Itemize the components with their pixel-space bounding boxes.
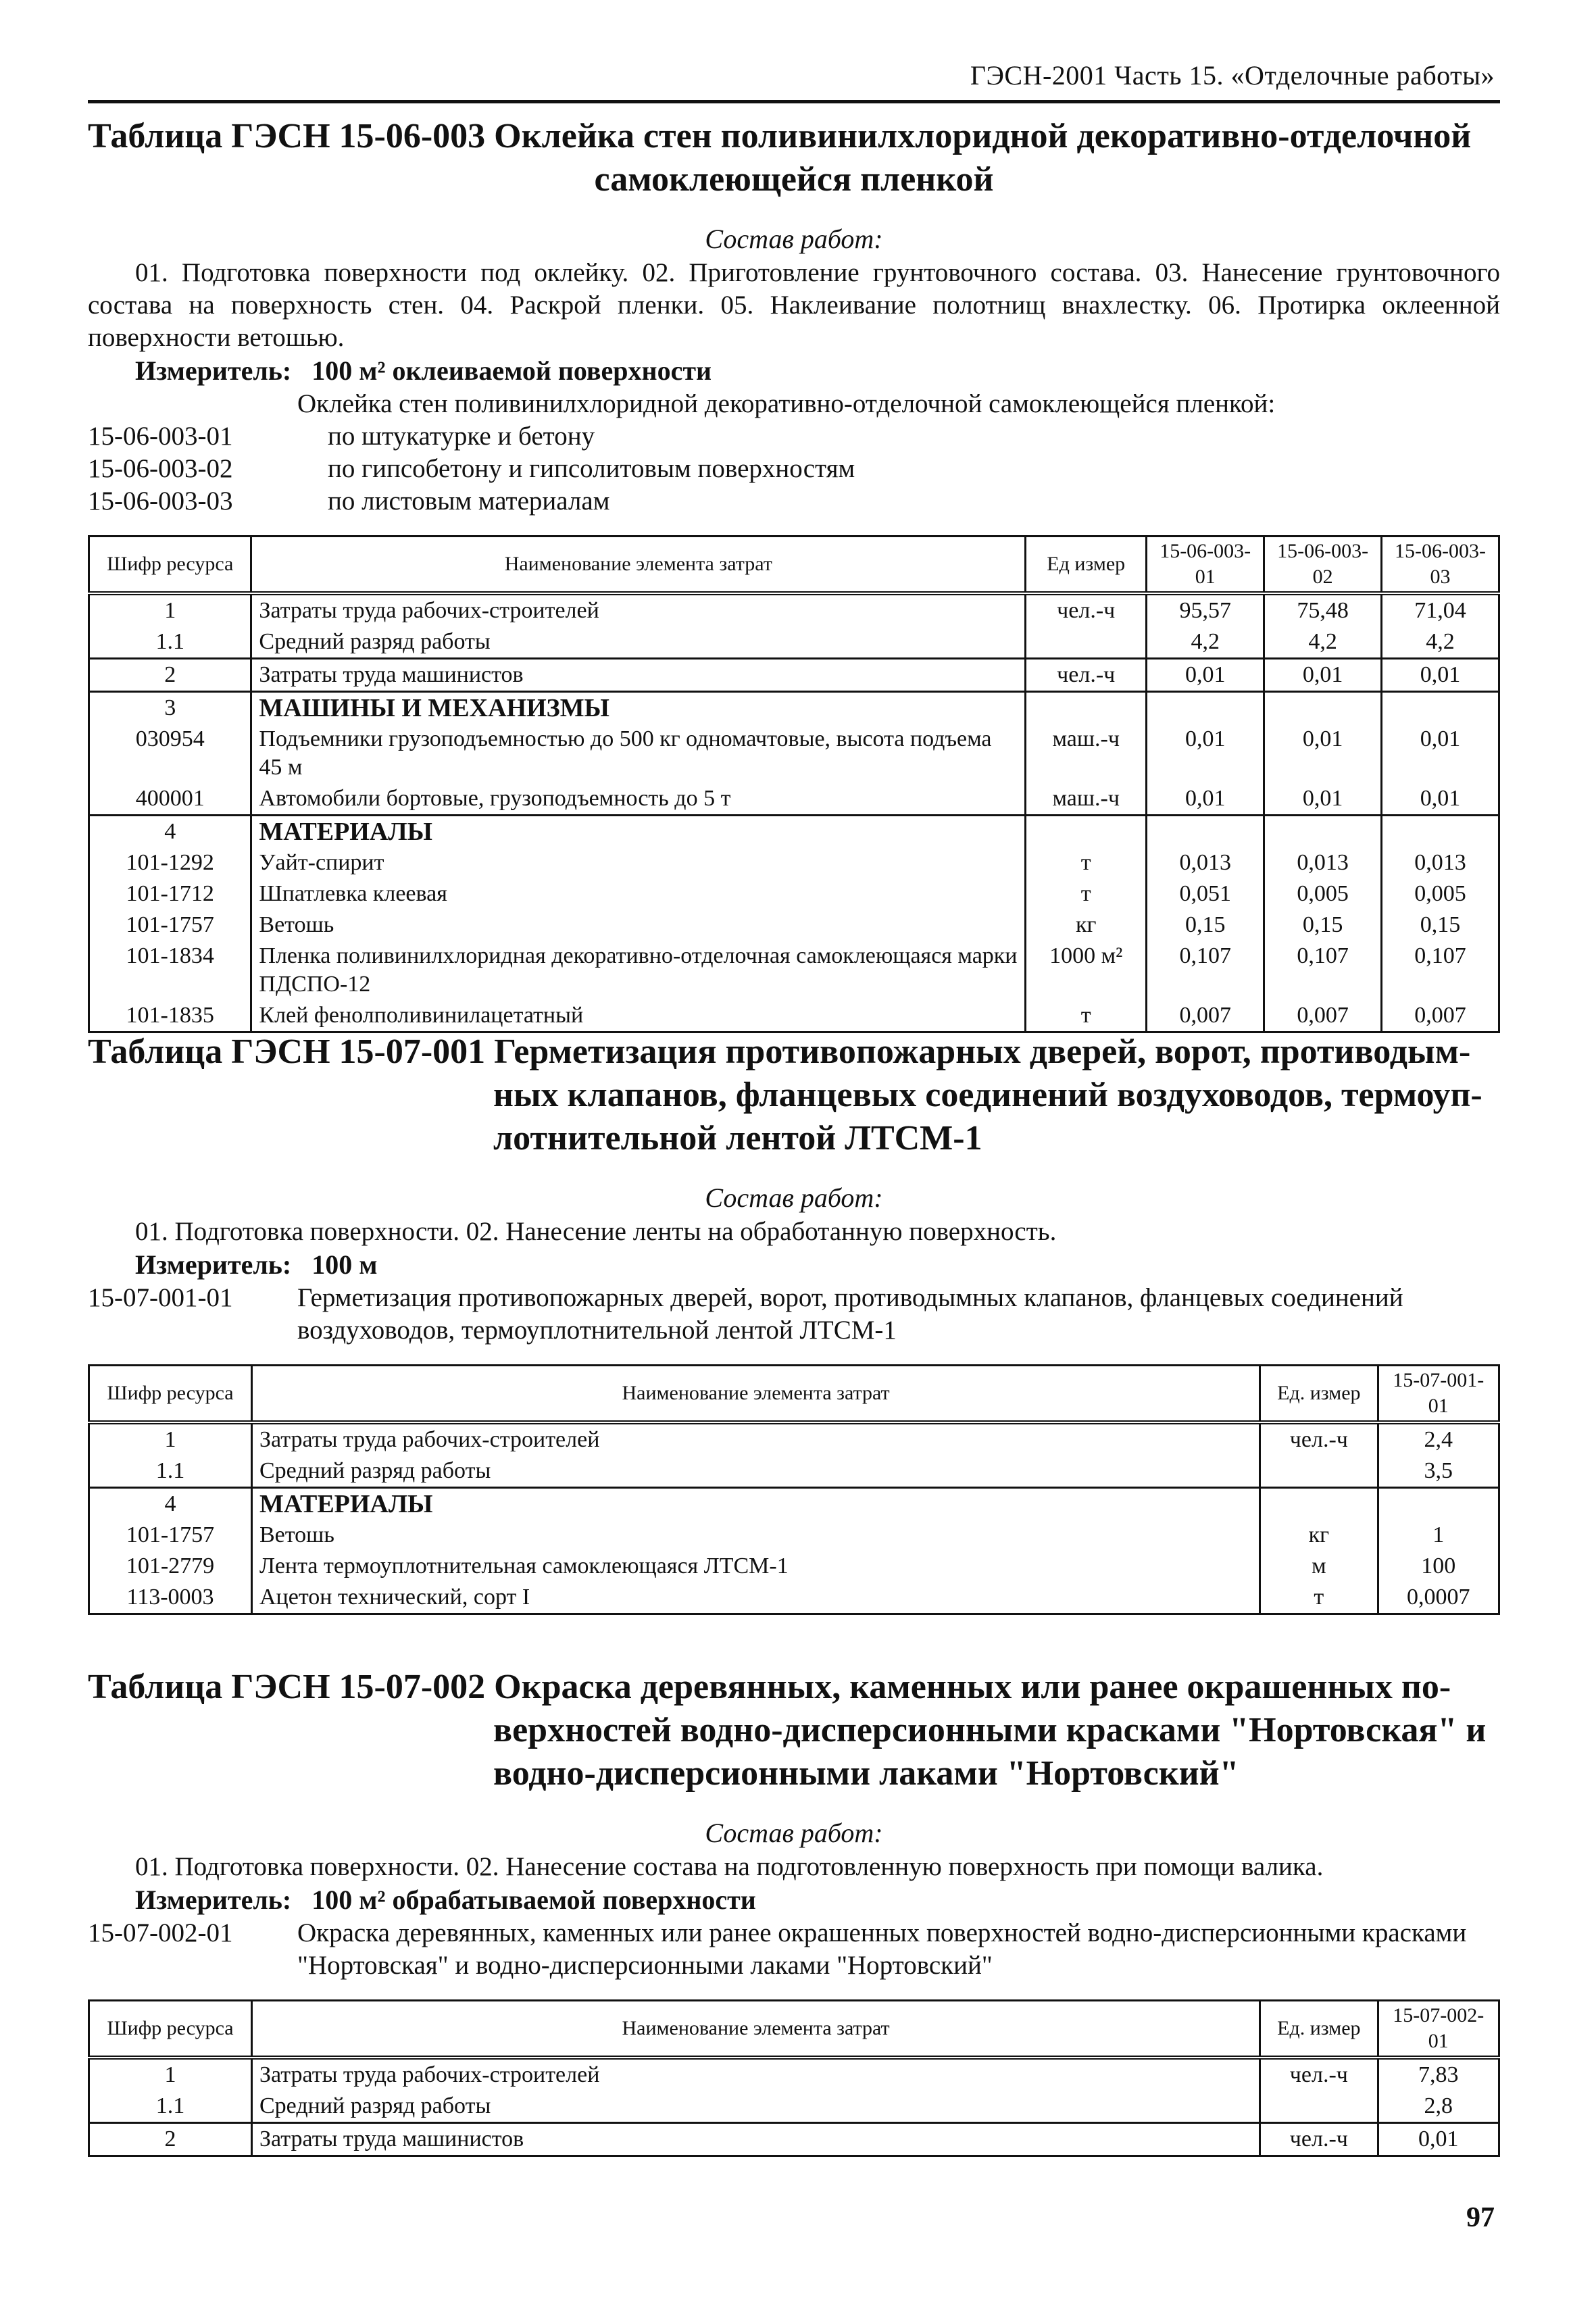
cell-value: 0,007 — [1147, 1000, 1264, 1032]
cell-unit: кг — [1026, 910, 1147, 941]
cell-value: 0,01 — [1382, 659, 1499, 692]
title-line-1: Таблица ГЭСН 15-07-002 Окраска деревянных, каменных или ранее окрашенных по- — [88, 1668, 1451, 1706]
cell-code: 101-1834 — [89, 941, 251, 1000]
measure-unit — [88, 354, 1500, 388]
table-title — [88, 1030, 1500, 1160]
cell-unit — [1026, 626, 1147, 659]
cell-unit: м — [1260, 1551, 1378, 1582]
code-row — [88, 1917, 1500, 1982]
table-row — [89, 659, 1499, 692]
col-header: Шифр ресурса — [89, 2001, 252, 2058]
cell-value: 4,2 — [1382, 626, 1499, 659]
table-row — [89, 724, 1499, 783]
cell-name: Затраты труда машинистов — [251, 659, 1026, 692]
cell-value: 0,01 — [1382, 783, 1499, 816]
cell-value: 0,0007 — [1378, 1582, 1499, 1614]
code-list — [88, 388, 1500, 518]
cell-value: 0,107 — [1382, 941, 1499, 1000]
col-header: 15-07-001-01 — [1378, 1366, 1499, 1423]
code-desc: Герметизация противопожарных дверей, ворот, противодымных клапанов, фланцевых соединений воздуховодов, термоуплотнительной лентой ЛТСМ-1 — [297, 1283, 1403, 1345]
cell-unit: чел.-ч — [1260, 2123, 1378, 2156]
table-row — [89, 941, 1499, 1000]
cell-value: 0,01 — [1382, 724, 1499, 783]
col-header: 15-06-003-02 — [1264, 537, 1382, 594]
cell-value: 0,15 — [1382, 910, 1499, 941]
cell-name: Затраты труда рабочих-строителей — [252, 1422, 1260, 1455]
cell-value: 0,005 — [1382, 878, 1499, 910]
header-rule — [88, 100, 1500, 103]
cell-code: 113-0003 — [89, 1582, 252, 1614]
cell-value: 100 — [1378, 1551, 1499, 1582]
table-row — [89, 847, 1499, 878]
code-desc: по штукатурке и бетону — [328, 422, 595, 451]
cell-code: 101-1757 — [89, 910, 251, 941]
cell-code: 4 — [89, 1488, 252, 1520]
col-header: 15-06-003-01 — [1147, 537, 1264, 594]
cell-value: 0,01 — [1264, 783, 1382, 816]
table-header-row — [89, 1366, 1499, 1423]
table-row — [89, 910, 1499, 941]
measure-value: 100 м² обрабатываемой поверхности — [311, 1885, 756, 1915]
cell-name: Ветошь — [252, 1520, 1260, 1551]
title-line-3: водно-дисперсионными лаками "Нортовский" — [493, 1754, 1239, 1793]
cell-value: 0,15 — [1147, 910, 1264, 941]
code-list-heading: Оклейка стен поливинилхлоридной декоративно-отделочной самоклеющейся пленкой: — [297, 389, 1276, 418]
table-row — [89, 1551, 1499, 1582]
code: 15-07-002-01 — [88, 1918, 233, 1947]
measure-value: 100 м — [311, 1249, 378, 1280]
title-line-1: Таблица ГЭСН 15-07-001 Герметизация противопожарных дверей, ворот, противодым- — [88, 1032, 1471, 1071]
cell-code: 1 — [89, 593, 251, 626]
cell-unit: т — [1026, 878, 1147, 910]
cell-value: 2,4 — [1378, 1422, 1499, 1455]
cell-value: 71,04 — [1382, 593, 1499, 626]
table-row — [89, 626, 1499, 659]
cell-name: Затраты труда машинистов — [252, 2123, 1260, 2156]
table-row — [89, 1422, 1499, 1455]
cell-code: 101-1757 — [89, 1520, 252, 1551]
cell-code: 101-1292 — [89, 847, 251, 878]
code-row — [88, 453, 1500, 485]
code: 15-06-003-03 — [88, 487, 233, 516]
table-row — [89, 1520, 1499, 1551]
cell-unit: чел.-ч — [1026, 659, 1147, 692]
cell-name: Лента термоуплотнительная самоклеющаяся ЛТСМ-1 — [252, 1551, 1260, 1582]
cell-name: Автомобили бортовые, грузоподъемность до 5 т — [251, 783, 1026, 816]
cell-value: 0,01 — [1264, 659, 1382, 692]
table-row-group-heading — [89, 1488, 1499, 1520]
code-list — [88, 1282, 1500, 1347]
cell-unit: чел.-ч — [1260, 1422, 1378, 1455]
table-row — [89, 2123, 1499, 2156]
measure-value: 100 м² оклеиваемой поверхности — [311, 355, 712, 386]
cell-code: 4 — [89, 816, 251, 848]
cell-unit: т — [1260, 1582, 1378, 1614]
col-header: Ед измер — [1026, 537, 1147, 594]
table-row — [89, 878, 1499, 910]
code-desc: Окраска деревянных, каменных или ранее окрашенных поверхностей водно-дисперсионными красками "Нортовская" и водно-дисперсионными лаками "Нортовский" — [297, 1918, 1467, 1980]
table-row — [89, 2091, 1499, 2123]
table-row — [89, 593, 1499, 626]
cell-name: Уайт-спирит — [251, 847, 1026, 878]
cell-name: МАШИНЫ И МЕХАНИЗМЫ — [251, 692, 1026, 724]
cell-unit: кг — [1260, 1520, 1378, 1551]
cell-name: Пленка поливинилхлоридная декоративно-отделочная самоклеющаяся марки ПДСПО-12 — [251, 941, 1026, 1000]
cell-value: 0,01 — [1378, 2123, 1499, 2156]
cell-value: 0,01 — [1147, 783, 1264, 816]
cell-name: Затраты труда рабочих-строителей — [251, 593, 1026, 626]
section-15-07-001 — [88, 1030, 1500, 1615]
cell-value: 0,01 — [1147, 724, 1264, 783]
cell-name: Затраты труда рабочих-строителей — [252, 2058, 1260, 2091]
cell-code: 400001 — [89, 783, 251, 816]
cell-code: 1 — [89, 2058, 252, 2091]
cell-value: 4,2 — [1264, 626, 1382, 659]
cell-value: 0,01 — [1264, 724, 1382, 783]
sostav-label: Состав работ: — [705, 1818, 883, 1848]
section-15-06-003 — [88, 115, 1500, 1033]
cell-value: 0,051 — [1147, 878, 1264, 910]
work-description: 01. Подготовка поверхности под оклейку. 02. Приготовление грунтовочного состава. 03. Нанесение грунтовочного состава на поверхность стен. 04. Раскрой пленки. 05. Наклеивание полотнищ внахлестку. 06. Протирка оклеенной поверхности ветошью. — [88, 258, 1500, 352]
cell-name: Подъемники грузоподъемностью до 500 кг одномачтовые, высота подъема 45 м — [251, 724, 1026, 783]
code-desc: по гипсобетону и гипсолитовым поверхностям — [328, 454, 855, 483]
resource-table — [88, 1364, 1500, 1615]
table-row — [89, 1000, 1499, 1032]
cell-name: Клей фенолполивинилацетатный — [251, 1000, 1026, 1032]
cell-name: Шпатлевка клеевая — [251, 878, 1026, 910]
col-header: 15-07-002-01 — [1378, 2001, 1499, 2058]
table-row-group-heading — [89, 692, 1499, 724]
cell-value: 0,01 — [1147, 659, 1264, 692]
cell-unit — [1260, 1455, 1378, 1488]
cell-unit: чел.-ч — [1026, 593, 1147, 626]
cell-value: 3,5 — [1378, 1455, 1499, 1488]
col-header: Наименование элемента затрат — [251, 537, 1026, 594]
cell-value: 0,15 — [1264, 910, 1382, 941]
cell-name: Ветошь — [251, 910, 1026, 941]
cell-name: Ацетон технический, сорт I — [252, 1582, 1260, 1614]
cell-code: 1 — [89, 1422, 252, 1455]
table-row-group-heading — [89, 816, 1499, 848]
cell-value: 0,007 — [1264, 1000, 1382, 1032]
code-desc: по листовым материалам — [328, 487, 610, 516]
cell-code: 101-1712 — [89, 878, 251, 910]
measure-unit — [88, 1883, 1500, 1917]
cell-value: 4,2 — [1147, 626, 1264, 659]
table-row — [89, 1455, 1499, 1488]
col-header: Наименование элемента затрат — [252, 2001, 1260, 2058]
cell-name: МАТЕРИАЛЫ — [251, 816, 1026, 848]
table-row — [89, 783, 1499, 816]
cell-code: 101-2779 — [89, 1551, 252, 1582]
cell-code: 2 — [89, 659, 251, 692]
resource-table — [88, 1999, 1500, 2157]
running-header: ГЭСН-2001 Часть 15. «Отделочные работы» — [970, 60, 1495, 91]
code: 15-06-003-02 — [88, 454, 233, 483]
measure-label: Измеритель: — [135, 1885, 292, 1915]
col-header: Наименование элемента затрат — [252, 1366, 1260, 1423]
table-row — [89, 2058, 1499, 2091]
cell-code: 030954 — [89, 724, 251, 783]
cell-unit: 1000 м² — [1026, 941, 1147, 1000]
cell-code: 2 — [89, 2123, 252, 2156]
section-15-07-002 — [88, 1666, 1500, 2157]
title-line-2: ных клапанов, фланцевых соединений воздуховодов, термоуп- — [493, 1076, 1482, 1114]
table-row — [89, 1582, 1499, 1614]
code: 15-06-003-01 — [88, 422, 233, 451]
cell-unit: маш.-ч — [1026, 783, 1147, 816]
cell-unit: маш.-ч — [1026, 724, 1147, 783]
work-description: 01. Подготовка поверхности. 02. Нанесение состава на подготовленную поверхность при помощи валика. — [135, 1852, 1324, 1881]
col-header: Шифр ресурса — [89, 537, 251, 594]
cell-value: 2,8 — [1378, 2091, 1499, 2123]
page-number: 97 — [1466, 2202, 1495, 2233]
cell-value: 0,007 — [1382, 1000, 1499, 1032]
col-header: 15-06-003-03 — [1382, 537, 1499, 594]
code-row — [88, 1282, 1500, 1347]
code-row — [88, 485, 1500, 518]
code: 15-07-001-01 — [88, 1283, 233, 1312]
table-title — [88, 115, 1500, 201]
sostav-label: Состав работ: — [705, 224, 883, 254]
cell-value: 0,013 — [1382, 847, 1499, 878]
cell-code: 101-1835 — [89, 1000, 251, 1032]
measure-unit — [88, 1248, 1500, 1282]
cell-unit: т — [1026, 847, 1147, 878]
cell-value: 75,48 — [1264, 593, 1382, 626]
table-title — [88, 1666, 1500, 1795]
cell-code: 1.1 — [89, 2091, 252, 2123]
code-list — [88, 1917, 1500, 1982]
cell-value: 0,013 — [1264, 847, 1382, 878]
title-line-3: лотнительной лентой ЛТСМ-1 — [493, 1119, 982, 1158]
measure-label: Измеритель: — [135, 355, 292, 386]
cell-name: Средний разряд работы — [252, 2091, 1260, 2123]
cell-value: 7,83 — [1378, 2058, 1499, 2091]
title-line-1: Таблица ГЭСН 15-06-003 Оклейка стен поливинилхлоридной декоративно-отделочной — [88, 117, 1472, 155]
title-line-2: самоклеющейся пленкой — [594, 160, 994, 199]
col-header: Шифр ресурса — [89, 1366, 252, 1423]
cell-name: Средний разряд работы — [251, 626, 1026, 659]
col-header: Ед. измер — [1260, 1366, 1378, 1423]
measure-label: Измеритель: — [135, 1249, 292, 1280]
table-header-row — [89, 537, 1499, 594]
sostav-label: Состав работ: — [705, 1183, 883, 1213]
cell-value: 0,005 — [1264, 878, 1382, 910]
col-header: Ед. измер — [1260, 2001, 1378, 2058]
code-row — [88, 420, 1500, 453]
cell-value: 0,107 — [1147, 941, 1264, 1000]
work-description: 01. Подготовка поверхности. 02. Нанесение ленты на обработанную поверхность. — [135, 1217, 1057, 1246]
cell-value: 0,013 — [1147, 847, 1264, 878]
cell-unit: чел.-ч — [1260, 2058, 1378, 2091]
cell-value: 0,107 — [1264, 941, 1382, 1000]
title-line-2: верхностей водно-дисперсионными красками "Нортовская" и — [493, 1711, 1487, 1749]
cell-value: 1 — [1378, 1520, 1499, 1551]
cell-name: МАТЕРИАЛЫ — [252, 1488, 1260, 1520]
cell-unit: т — [1026, 1000, 1147, 1032]
table-header-row — [89, 2001, 1499, 2058]
cell-unit — [1260, 2091, 1378, 2123]
cell-code: 1.1 — [89, 1455, 252, 1488]
cell-name: Средний разряд работы — [252, 1455, 1260, 1488]
cell-code: 3 — [89, 692, 251, 724]
cell-code: 1.1 — [89, 626, 251, 659]
cell-value: 95,57 — [1147, 593, 1264, 626]
resource-table — [88, 535, 1500, 1033]
